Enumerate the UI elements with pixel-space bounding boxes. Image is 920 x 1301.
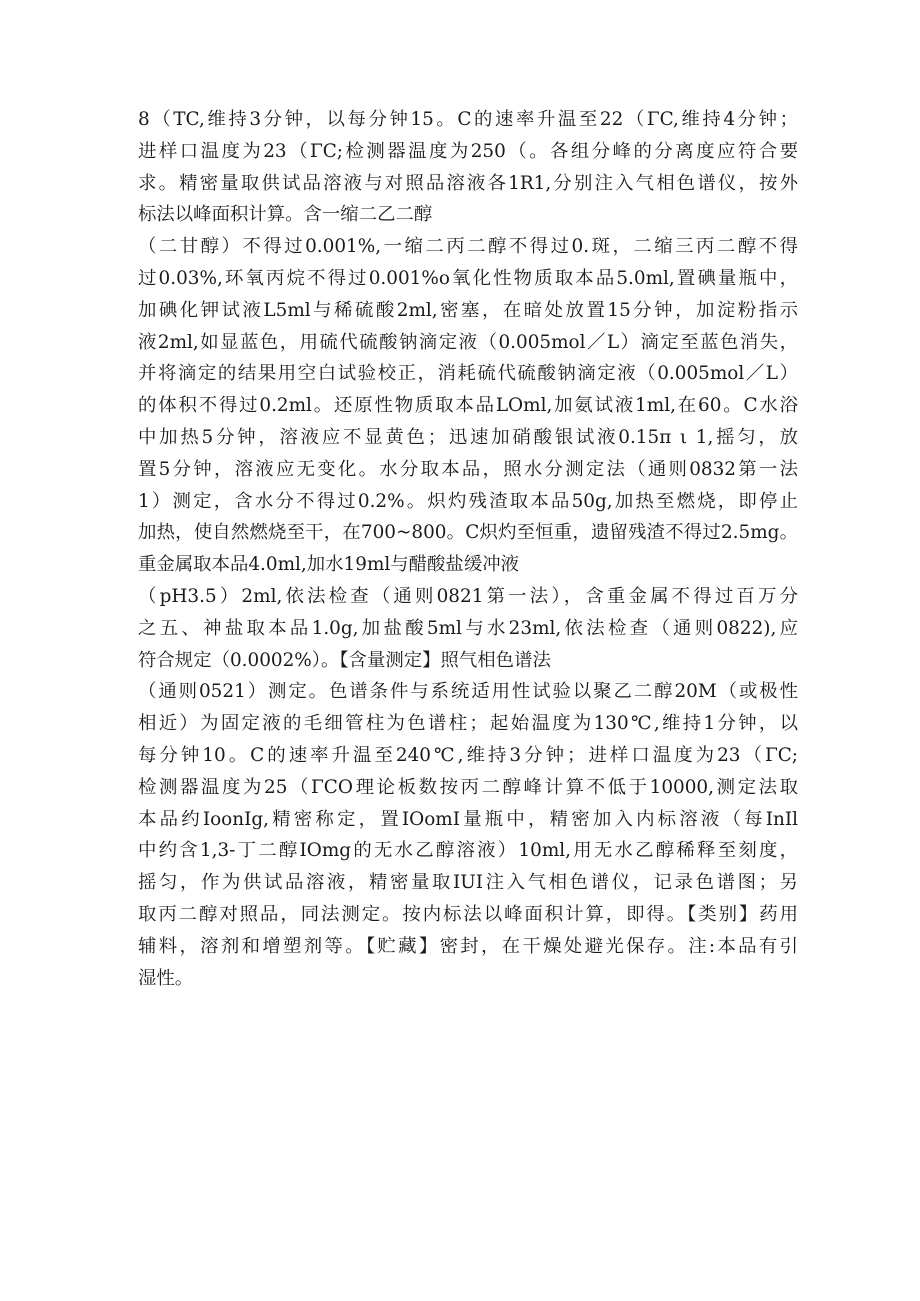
text-line: 重金属取本品4.0ml,加水19ml与醋酸盐缓冲液 <box>138 554 519 576</box>
text-line: 8（TC,维持3分钟，以每分钟15。C的速率升温至22（ΓC,维持4分钟； <box>138 109 798 130</box>
text-line: 取丙二醇对照品，同法测定。按内标法以峰面积计算，即得。【类别】药用 <box>138 903 798 925</box>
text-line: （二甘醇）不得过0.001%,一缩二丙二醇不得过0.斑，二缩三丙二醇不得 <box>138 236 798 258</box>
text-line: 相近）为固定液的毛细管柱为色谱柱；起始温度为130℃,维持1分钟，以 <box>138 713 798 735</box>
text-line: 中约含1,3-丁二醇IOmg的无水乙醇溶液）10ml,用无水乙醇稀释至刻度， <box>138 840 798 862</box>
text-line: （通则0521）测定。色谱条件与系统适用性试验以聚乙二醇20M（或极性 <box>138 681 798 703</box>
text-line: 过0.03%,环氧丙烷不得过0.001%o氧化性物质取本品5.0ml,置碘量瓶中， <box>138 267 798 289</box>
text-line: 辅料，溶剂和增塑剂等。【贮藏】密封，在干燥处避光保存。注:本品有引 <box>138 935 798 957</box>
text-line: 加热，使自然燃烧至干，在700~800。C炽灼至恒重，遗留残渣不得过2.5mg。 <box>138 522 798 544</box>
text-line: 湿性。 <box>138 967 194 989</box>
text-line: 加碘化钾试液L5ml与稀硫酸2ml,密塞，在暗处放置15分钟，加淀粉指示 <box>138 299 798 321</box>
text-line: 并将滴定的结果用空白试验校正，消耗硫代硫酸钠滴定液（0.005mol／L） <box>138 363 798 385</box>
text-line: 求。精密量取供试品溶液与对照品溶液各1R1,分别注入气相色谱仪，按外 <box>138 172 798 194</box>
text-line: 之五、神盐取本品1.0g,加盐酸5ml与水23ml,依法检查（通则0822),应 <box>138 617 798 639</box>
text-line: 1）测定，含水分不得过0.2%。炽灼残渣取本品50g,加热至燃烧，即停止 <box>138 490 798 512</box>
text-line: 每分钟10。C的速率升温至240℃,维持3分钟；进样口温度为23（ΓC; <box>138 744 798 766</box>
text-line: 标法以峰面积计算。含一缩二乙二醇 <box>138 204 433 226</box>
text-line: （pH3.5）2ml,依法检查（通则0821第一法），含重金属不得过百万分 <box>138 585 798 607</box>
document-body <box>138 104 798 994</box>
text-line: 摇匀，作为供试品溶液，精密量取IUI注入气相色谱仪，记录色谱图；另 <box>138 872 798 894</box>
text-line: 进样口温度为23（ΓC;检测器温度为250（。各组分峰的分离度应符合要 <box>138 140 798 162</box>
text-line: 中加热5分钟，溶液应不显黄色；迅速加硝酸银试液0.15π ι 1,摇匀，放 <box>138 426 798 448</box>
text-line: 置5分钟，溶液应无变化。水分取本品，照水分测定法（通则0832第一法 <box>138 458 798 480</box>
text-line: 液2ml,如显蓝色，用硫代硫酸钠滴定液（0.005mol／L）滴定至蓝色消失， <box>138 331 798 353</box>
text-line: 检测器温度为25（ΓCO理论板数按丙二醇峰计算不低于10000,测定法取 <box>138 776 798 798</box>
text-line: 符合规定（0.0002%）。【含量测定】照气相色谱法 <box>138 649 551 671</box>
text-line: 本品约IoonIg,精密称定，置IOomI量瓶中，精密加入内标溶液（每InIl <box>138 808 798 830</box>
text-line: 的体积不得过0.2ml。还原性物质取本品LOml,加氨试液1ml,在60。C水浴 <box>138 395 798 417</box>
